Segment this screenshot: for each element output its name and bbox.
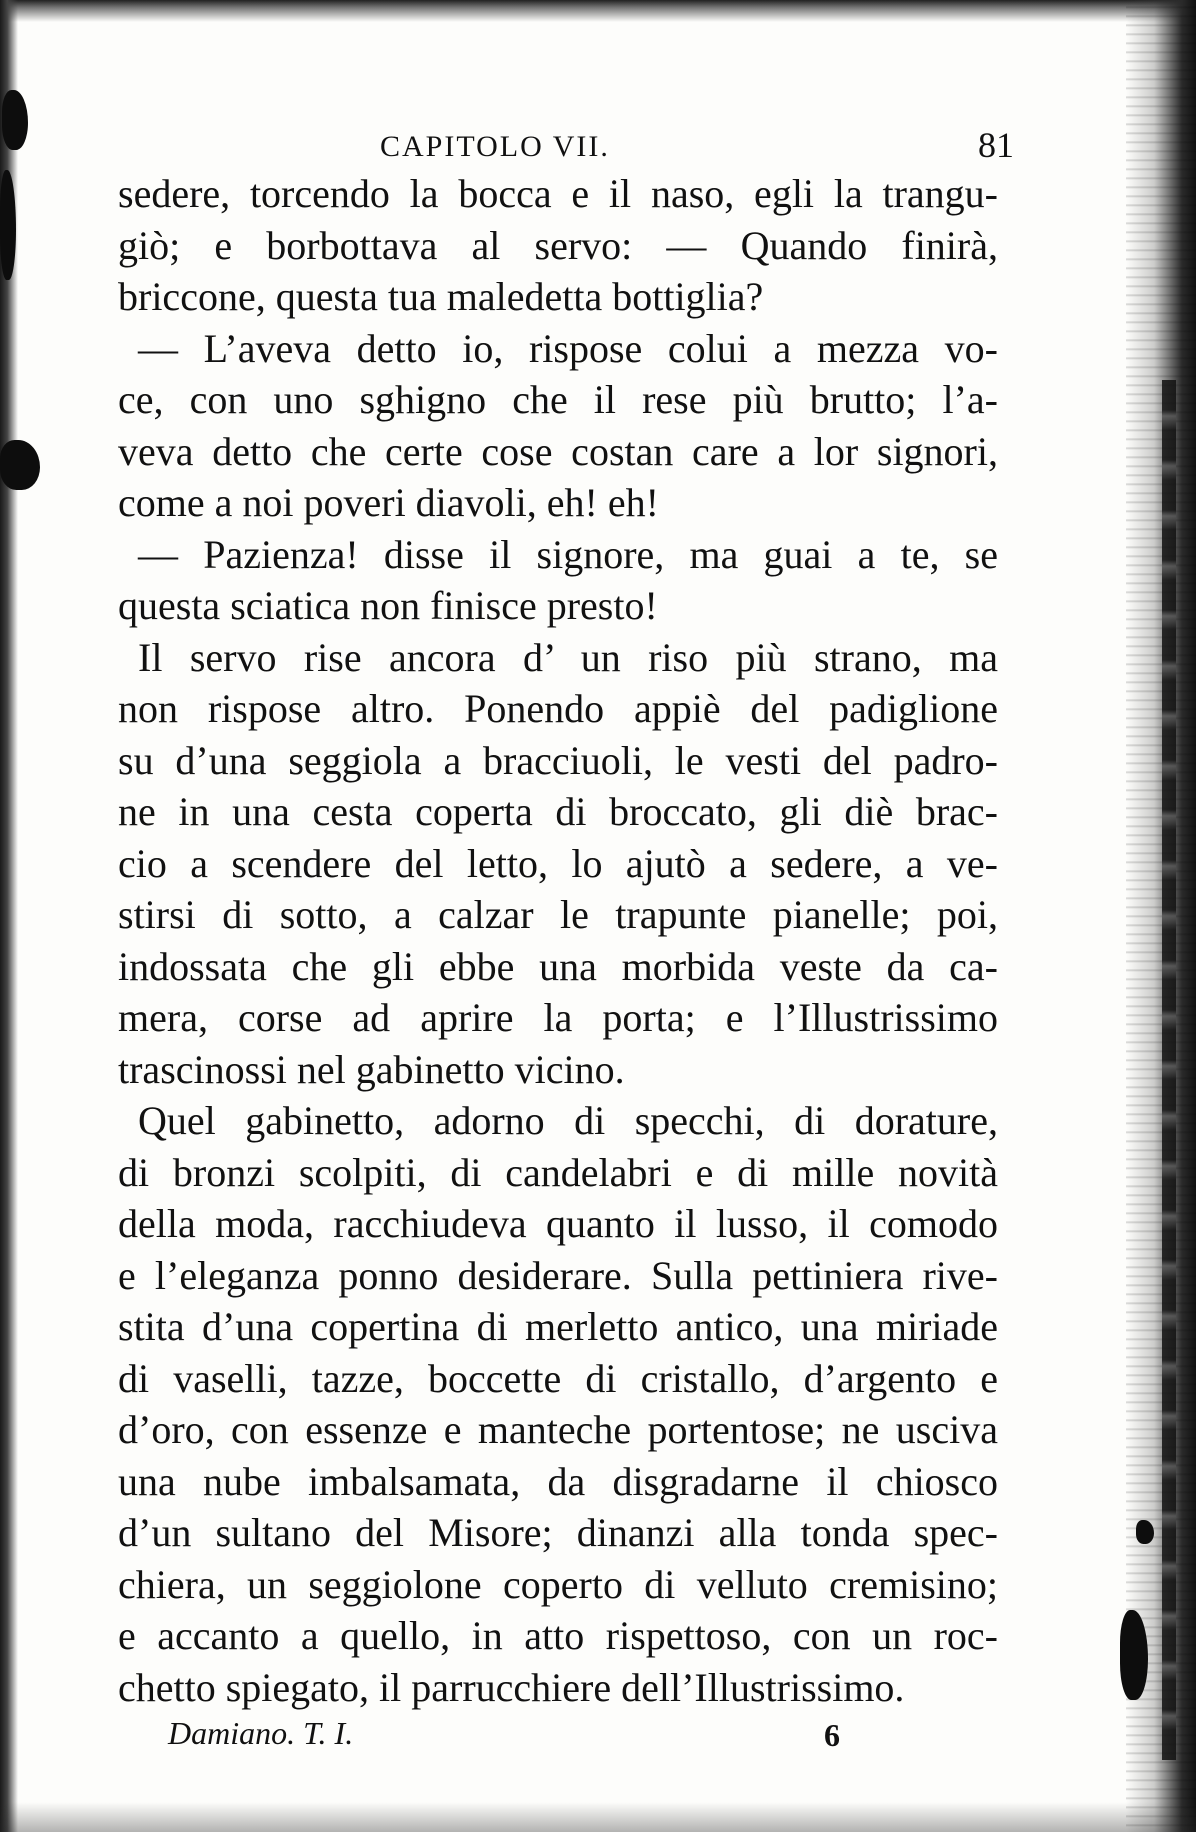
text-line: ne in una cesta coperta di broccato, gli diè brac- bbox=[118, 789, 998, 834]
text-line: mera, corse ad aprire la porta; e l’Illustrissimo bbox=[118, 995, 998, 1040]
page-footer bbox=[0, 1715, 1196, 1765]
ink-blot bbox=[0, 440, 40, 490]
text-line: e accanto a quello, in atto rispettoso, con un roc- bbox=[118, 1613, 998, 1658]
text-line: di bronzi scolpiti, di candelabri e di mille novità bbox=[118, 1149, 998, 1195]
page-number: 81 bbox=[978, 125, 1014, 165]
text-line: — Pazienza! disse il signore, ma guai a te, se bbox=[138, 531, 998, 577]
text-line: giò; e borbottava al servo: — Quando finirà, bbox=[118, 222, 998, 268]
text-line: d’oro, con essenze e manteche portentose; ne usciva bbox=[118, 1407, 998, 1452]
text-line: stirsi di sotto, a calzar le trapunte pianelle; poi, bbox=[118, 892, 998, 937]
text-line: — L’aveva detto io, rispose colui a mezza vo- bbox=[138, 325, 998, 371]
text-line: cio a scendere del letto, lo ajutò a sedere, a ve- bbox=[118, 840, 998, 886]
text-line: veva detto che certe cose costan care a lor signori, bbox=[118, 428, 998, 474]
text-line: della moda, racchiudeva quanto il lusso, il comodo bbox=[118, 1201, 998, 1246]
text-line: sedere, torcendo la bocca e il naso, egli la trangu- bbox=[118, 171, 998, 216]
text-line: una nube imbalsamata, da disgradarne il chiosco bbox=[118, 1458, 998, 1504]
text-line: briccone, questa tua maledetta bottiglia? bbox=[118, 274, 764, 319]
scan-binding-shadow bbox=[1162, 380, 1176, 1760]
scan-bottom-edge bbox=[0, 1802, 1196, 1832]
text-line: stita d’una copertina di merletto antico, una miriade bbox=[118, 1304, 998, 1349]
printer-signature: Damiano. T. I. bbox=[168, 1715, 354, 1751]
ink-blot bbox=[1136, 1520, 1154, 1544]
text-line: Il servo rise ancora d’ un riso più strano, ma bbox=[138, 634, 998, 680]
signature-number: 6 bbox=[824, 1717, 840, 1753]
text-line: ce, con uno sghigno che il rese più brutto; l’a- bbox=[118, 377, 998, 422]
text-line: trascinossi nel gabinetto vicino. bbox=[118, 1046, 625, 1092]
text-line: d’un sultano del Misore; dinanzi alla tonda spec- bbox=[118, 1510, 998, 1555]
scan-top-edge bbox=[0, 0, 1196, 22]
text-line: indossata che gli ebbe una morbida veste da ca- bbox=[118, 943, 998, 989]
text-line: e l’eleganza ponno desiderare. Sulla pettiniera rive- bbox=[118, 1252, 998, 1298]
text-line: Quel gabinetto, adorno di specchi, di dorature, bbox=[138, 1098, 998, 1143]
text-line: su d’una seggiola a bracciuoli, le vesti del padro- bbox=[118, 737, 998, 783]
text-line: come a noi poveri diavoli, eh! eh! bbox=[118, 480, 659, 525]
scan-right-edge bbox=[1126, 0, 1196, 1832]
page-header bbox=[0, 120, 1196, 170]
text-line: non rispose altro. Ponendo appiè del padiglione bbox=[118, 686, 998, 731]
text-line: di vaselli, tazze, boccette di cristallo, d’argento e bbox=[118, 1355, 998, 1401]
text-line: questa sciatica non finisce presto! bbox=[118, 583, 658, 628]
body-text bbox=[118, 168, 998, 1713]
text-line: chiera, un seggiolone coperto di velluto cremisino; bbox=[118, 1561, 998, 1607]
text-line: chetto spiegato, il parrucchiere dell’Illustrissimo. bbox=[118, 1664, 905, 1710]
running-title: CAPITOLO VII. bbox=[380, 130, 610, 163]
